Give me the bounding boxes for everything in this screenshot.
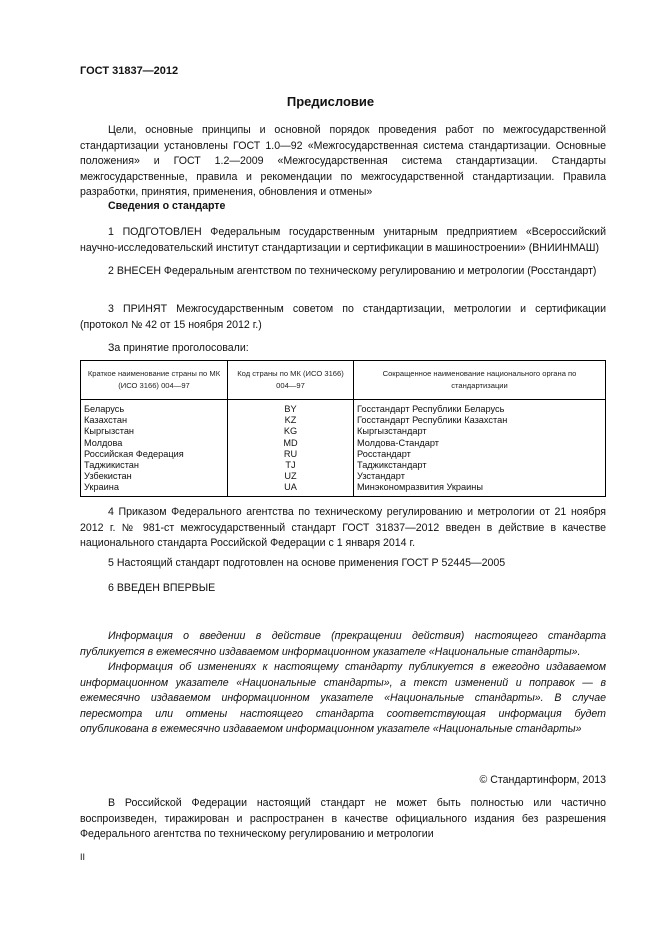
column-header: Сокращенное наименование национального органа по стандартизации [354,361,606,400]
item-3: 3 ПРИНЯТ Межгосударственным советом по стандартизации, метрологии и сертификации (протокол № 42 от 15 ноября 2012 г.) [80,303,606,331]
item-6: 6 ВВЕДЕН ВПЕРВЫЕ [108,582,216,594]
table-row [81,482,606,496]
document-code: ГОСТ 31837—2012 [80,65,179,77]
voted-label: За принятие проголосовали: [108,342,249,354]
column-header: Краткое наименование страны по МК (ИСО 3166) 004—97 [81,361,228,400]
cell-body: Госстандарт Республики Беларусь [354,400,606,416]
item-5: 5 Настоящий стандарт подготовлен на основе применения ГОСТ Р 52445—2005 [108,557,506,569]
cell-code: TJ [228,460,354,471]
notice-paragraph-1: Информация о введении в действие (прекращении действия) настоящего стандарта публикуется в ежемесячно издаваемом информационном указателе «Национальные стандарты». [80,630,606,658]
notice-paragraph-2: Информация об изменениях к настоящему стандарту публикуется в ежегодно издаваемом информационном указателе «Национальные стандарты», а текст изменений и поправок — в ежемесячно издаваемом информационном указателе «Национальные стандарты». В случае пересмотра или отмены настоящего стандарта соответствующая информация будет опубликована в ежемесячно издаваемом информационном указателе «Национальные стандарты» [80,661,606,736]
table-row [81,449,606,460]
page-number: II [80,852,86,862]
table-row [81,471,606,482]
cell-country: Молдова [81,438,228,449]
table-row [81,415,606,426]
cell-country: Украина [81,482,228,496]
cell-code: UA [228,482,354,496]
rights-paragraph: В Российской Федерации настоящий стандарт не может быть полностью или частично воспроизведен, тиражирован и распространен в качестве официального издания без разрешения Федерального агентства по техническому регулированию и метрологии [80,797,606,841]
item-4: 4 Приказом Федерального агентства по техническому регулированию и метрологии от 21 ноября 2012 г. № 981-ст межгосударственный стандарт ГОСТ 31837—2012 введен в действие в качестве национального стандарта Российской Федерации с 1 января 2014 г. [80,506,606,550]
copyright: © Стандартинформ, 2013 [479,774,606,786]
item-2: 2 ВНЕСЕН Федеральным агентством по техническому регулированию и метрологии (Росстандарт) [108,265,597,277]
section-heading: Сведения о стандарте [108,200,226,212]
cell-country: Узбекистан [81,471,228,482]
cell-body: Молдова-Стандарт [354,438,606,449]
table-row [81,426,606,437]
cell-country: Казахстан [81,415,228,426]
table-header-row [81,361,606,400]
cell-code: RU [228,449,354,460]
cell-body: Минэкономразвития Украины [354,482,606,496]
cell-country: Таджикистан [81,460,228,471]
table-row [81,438,606,449]
cell-code: BY [228,400,354,416]
intro-paragraph: Цели, основные принципы и основной порядок проведения работ по межгосударственной стандартизации установлены ГОСТ 1.0—92 «Межгосударственная система стандартизации. Основные положения» и ГОСТ 1.2—2009 «Межгосударственная система стандартизации. Стандарты межгосударственные, правила и рекомендации по межгосударственной стандартизации. Правила разработки, принятия, применения, обновления и отмены» [80,124,606,199]
cell-code: KZ [228,415,354,426]
cell-body: Госстандарт Республики Казахстан [354,415,606,426]
cell-code: KG [228,426,354,437]
cell-country: Кыргызстан [81,426,228,437]
cell-country: Российская Федерация [81,449,228,460]
cell-body: Кыргызстандарт [354,426,606,437]
cell-country: Беларусь [81,400,228,416]
cell-body: Узстандарт [354,471,606,482]
table-row [81,460,606,471]
cell-body: Росстандарт [354,449,606,460]
column-header: Код страны по МК (ИСО 3166) 004—97 [228,361,354,400]
page-title: Предисловие [286,94,375,109]
cell-code: UZ [228,471,354,482]
item-1: 1 ПОДГОТОВЛЕН Федеральным государственным унитарным предприятием «Всероссийский научно-исследовательский институт стандартизации и сертификации в машиностроении» (ВНИИНМАШ) [80,226,606,254]
voting-table [80,360,606,497]
cell-code: MD [228,438,354,449]
table-row [81,400,606,416]
cell-body: Таджикстандарт [354,460,606,471]
